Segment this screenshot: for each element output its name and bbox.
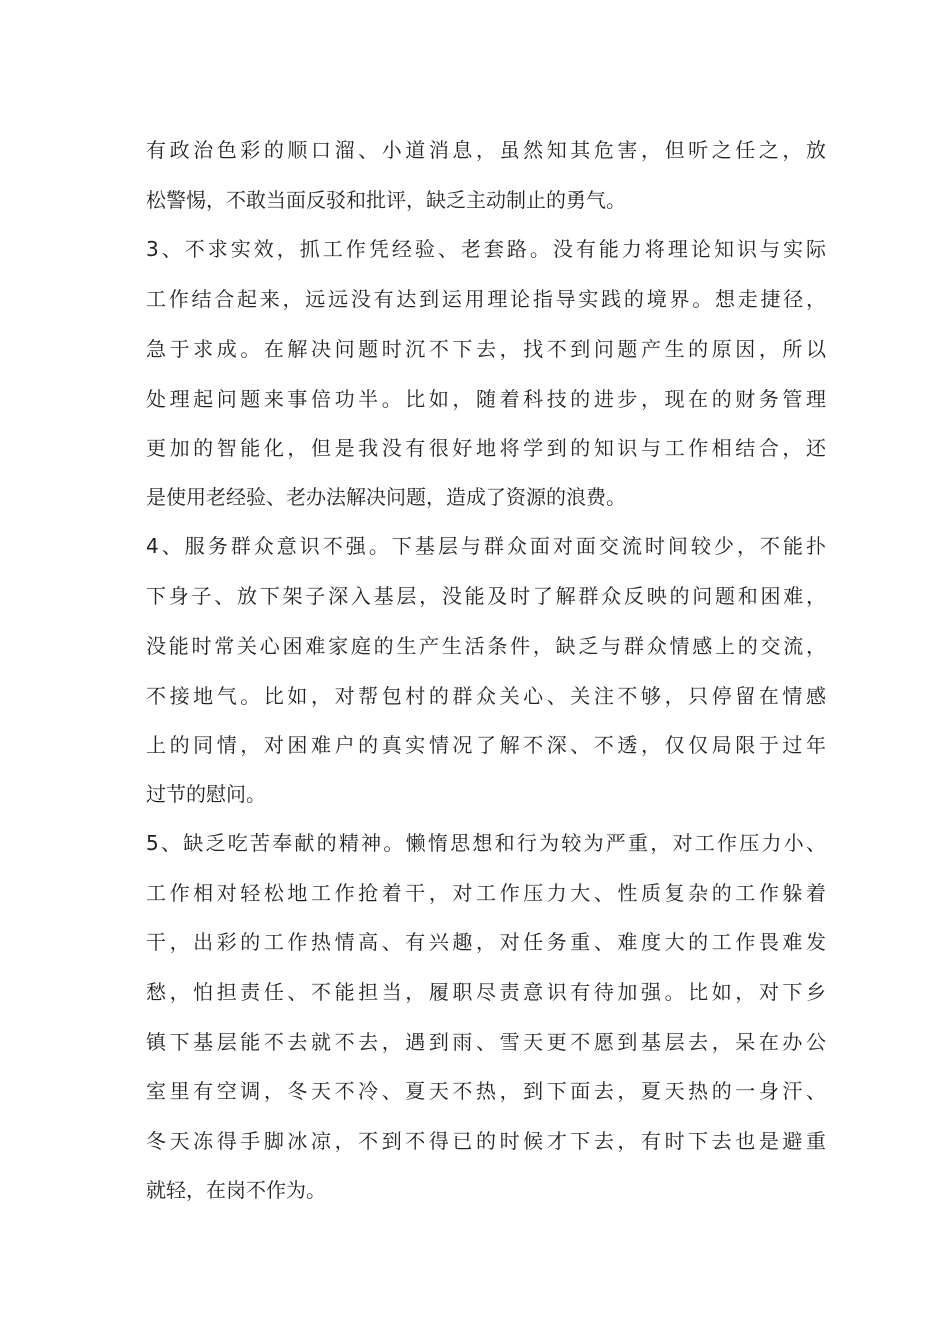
text-line: 工作相对轻松地工作抢着干，对工作压力大、性质复杂的工作躲着: [146, 881, 826, 905]
text-line: 更加的智能化，但是我没有很好地将学到的知识与工作相结合，还: [146, 436, 826, 460]
text-line: 下身子、放下架子深入基层，没能及时了解群众反映的问题和困难，: [146, 584, 826, 608]
text-line: 过节的慰问。: [146, 782, 266, 806]
text-line: 有政治色彩的顺口溜、小道消息，虽然知其危害，但听之任之，放: [146, 138, 826, 162]
text-line: 愁，怕担责任、不能担当，履职尽责意识有待加强。比如，对下乡: [146, 980, 826, 1004]
text-line: 就轻，在岗不作为。: [146, 1178, 326, 1202]
text-line: 不接地气。比如，对帮包村的群众关心、关注不够，只停留在情感: [146, 684, 826, 708]
text-line: 上的同情，对困难户的真实情况了解不深、不透，仅仅局限于过年: [146, 733, 826, 757]
text-line: 冬天冻得手脚冰凉，不到不得已的时候才下去，有时下去也是避重: [146, 1129, 826, 1153]
text-line: 是使用老经验、老办法解决问题，造成了资源的浪费。: [146, 485, 626, 509]
text-line: 没能时常关心困难家庭的生产生活条件，缺乏与群众情感上的交流，: [146, 634, 826, 658]
text-line: 急于求成。在解决问题时沉不下去，找不到问题产生的原因，所以: [146, 337, 826, 361]
text-line: 4、服务群众意识不强。下基层与群众面对面交流时间较少，不能扑: [146, 534, 826, 558]
text-line: 处理起问题来事倍功半。比如，随着科技的进步，现在的财务管理: [146, 387, 826, 411]
text-line: 工作结合起来，远远没有达到运用理论指导实践的境界。想走捷径，: [146, 287, 826, 311]
text-line: 镇下基层能不去就不去，遇到雨、雪天更不愿到基层去，呆在办公: [146, 1030, 826, 1054]
text-line: 松警惕，不敢当面反驳和批评，缺乏主动制止的勇气。: [146, 188, 626, 212]
text-line: 5、缺乏吃苦奉献的精神。懒惰思想和行为较为严重，对工作压力小、: [146, 831, 826, 855]
text-line: 3、不求实效，抓工作凭经验、老套路。没有能力将理论知识与实际: [146, 237, 826, 261]
text-line: 室里有空调，冬天不冷、夏天不热，到下面去，夏天热的一身汗、: [146, 1079, 826, 1103]
text-line: 干，出彩的工作热情高、有兴趣，对任务重、难度大的工作畏难发: [146, 930, 826, 954]
